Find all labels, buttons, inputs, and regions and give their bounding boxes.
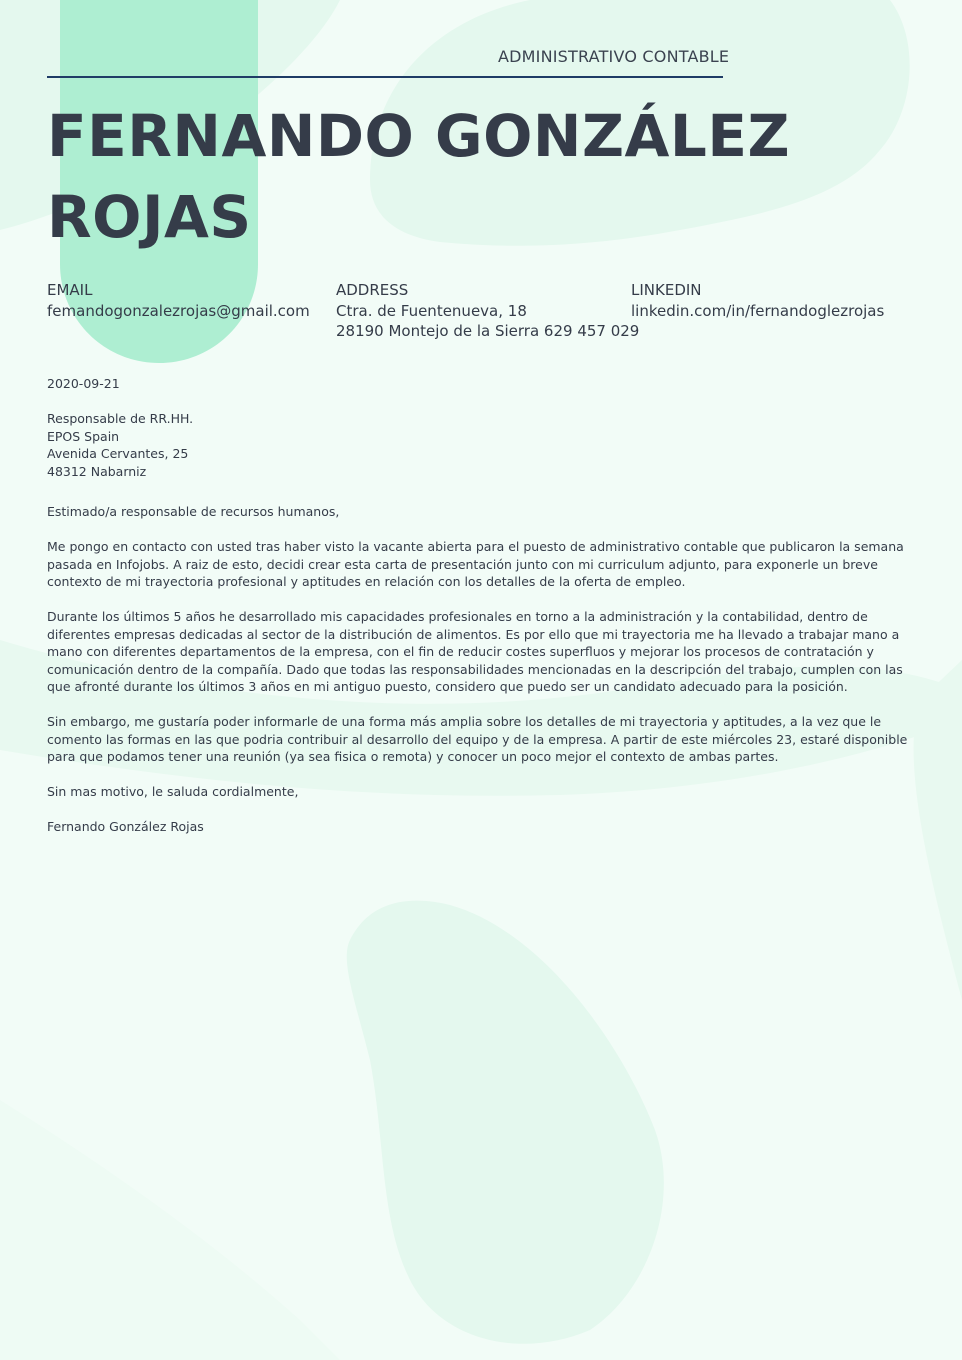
letter-greeting: Estimado/a responsable de recursos humanos, — [47, 504, 340, 519]
letter-paragraph: Durante los últimos 5 años he desarrollado mis capacidades profesionales en torno a la administración y la contabilidad, dentro de diferentes empresas dedicadas al sector de la distribución de alimentos. Es por ello que mi trayectoria me ha llevado a trabajar mano a mano con diferentes departamentos de la empresa, con el fin de reducir costes superfluos y mejorar los procesos de contratación y comunicación dentro de la compañía. Dado que todas las responsabilidades mencionadas en la descripción del trabajo, cumplen con las que afronté durante los últimos 3 años en mi antiguo puesto, considero que puedo ser un candidato adecuado para la posición. — [47, 609, 903, 694]
letter-paragraph: Sin embargo, me gustaría poder informarle de una forma más amplia sobre los detalles de mi trayectoria y aptitudes, a la vez que le comento las formas en las que podria contribuir al desarrollo del equipo y de la empresa. A partir de este miércoles 23, estaré disponible para que podamos tener una reunión (ya sea fisica o remota) y conocer un poco mejor el contexto de ambas partes. — [47, 714, 908, 764]
job-title: ADMINISTRATIVO CONTABLE — [498, 47, 730, 66]
linkedin-value: linkedin.com/in/fernandoglezrojas — [631, 301, 885, 320]
letter-body — [47, 375, 917, 853]
address-line-2: 28190 Montejo de la Sierra 629 457 029 — [336, 322, 640, 340]
candidate-name — [47, 96, 807, 258]
recipient-line: Avenida Cervantes, 25 — [47, 446, 189, 461]
candidate-name-line-1: FERNANDO GONZÁLEZ — [47, 102, 791, 170]
recipient-address — [47, 410, 917, 480]
letter-closing: Sin mas motivo, le saluda cordialmente, — [47, 784, 299, 799]
recipient-line: Responsable de RR.HH. — [47, 411, 194, 426]
contact-address — [336, 280, 639, 342]
title-divider — [47, 76, 723, 78]
letter-date: 2020-09-21 — [47, 376, 120, 391]
address-line-1: Ctra. de Fuentenueva, 18 — [336, 301, 527, 320]
letter-signature: Fernando González Rojas — [47, 819, 204, 834]
recipient-line: EPOS Spain — [47, 428, 120, 444]
address-label: ADDRESS — [336, 281, 409, 299]
contact-linkedin — [631, 280, 884, 321]
linkedin-label: LINKEDIN — [631, 281, 702, 299]
contact-email — [47, 280, 310, 321]
email-value: femandogonzalezrojas@gmail.com — [47, 301, 310, 320]
candidate-name-line-2: ROJAS — [47, 183, 252, 251]
recipient-line: 48312 Nabarniz — [47, 463, 147, 479]
letter-paragraph: Me pongo en contacto con usted tras haber visto la vacante abierta para el puesto de administrativo contable que publicaron la semana pasada en Infojobs. A raiz de esto, decidi crear esta carta de presentación junto con mi curriculum adjunto, para exponerle un breve contexto de mi trayectoria profesional y aptitudes en relación con los detalles de la oferta de empleo. — [47, 539, 904, 589]
email-label: EMAIL — [47, 281, 93, 299]
